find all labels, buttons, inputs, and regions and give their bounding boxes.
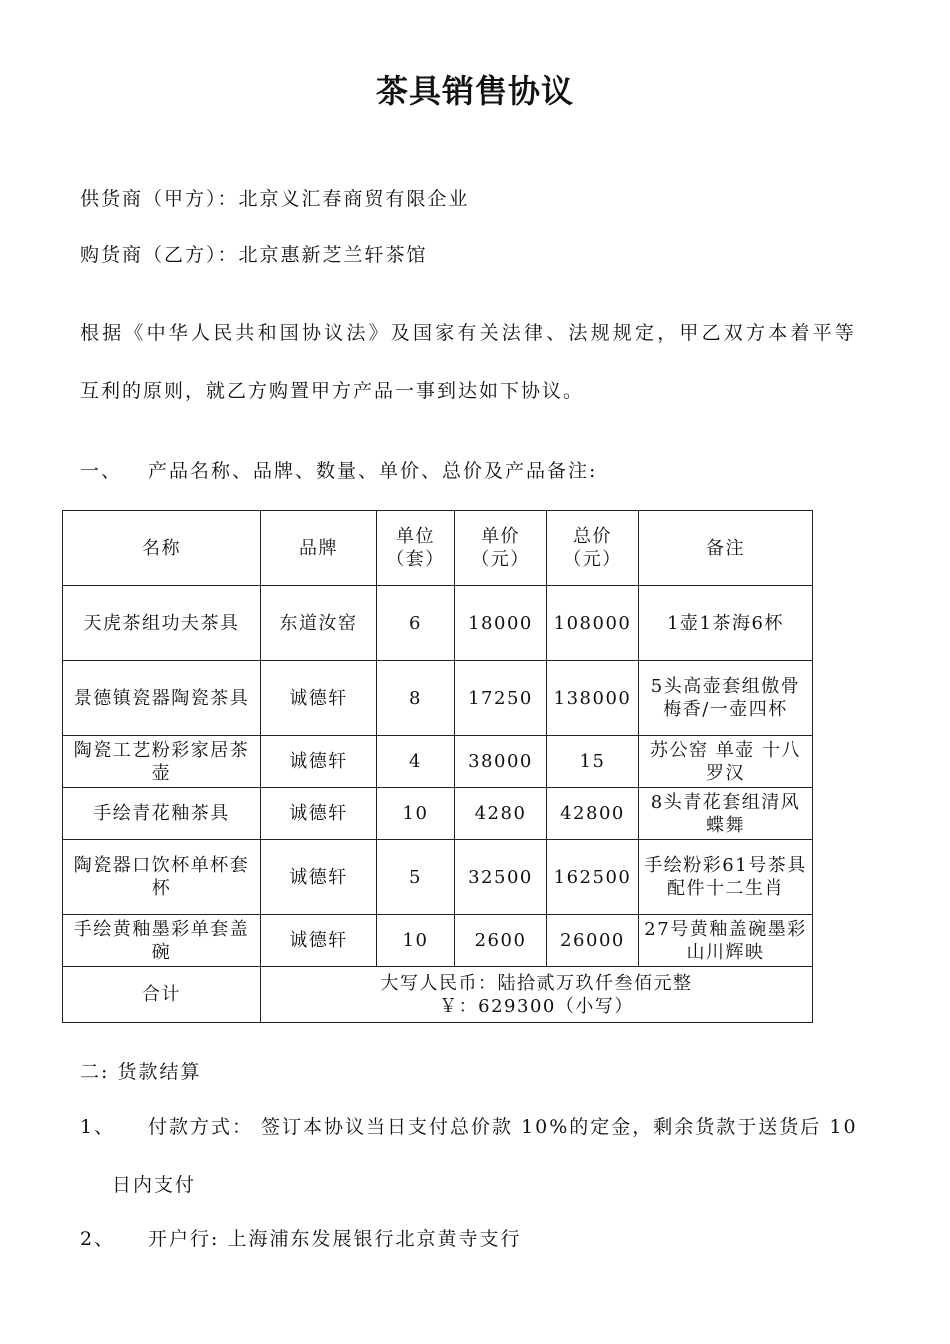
cell-brand: 诚德轩 <box>261 736 377 788</box>
section-1-number: 一、 <box>80 460 123 482</box>
cell-name: 手绘青花釉茶具 <box>63 788 261 840</box>
cell-remark: 1壶1茶海6杯 <box>639 586 813 661</box>
cell-qty: 10 <box>377 788 455 840</box>
bank-line <box>80 1224 521 1251</box>
table-row <box>63 915 813 967</box>
header-name: 名称 <box>63 511 261 586</box>
document-title: 茶具销售协议 <box>375 72 574 110</box>
cell-unit-price: 2600 <box>455 915 547 967</box>
header-brand: 品牌 <box>261 511 377 586</box>
bank-number: 2、 <box>80 1228 116 1250</box>
section-2-heading: 二: 货款结算 <box>80 1061 202 1083</box>
table-total-row <box>63 967 813 1023</box>
payment-method-line <box>80 1112 858 1139</box>
cell-total: 26000 <box>547 915 639 967</box>
product-table <box>62 510 813 1023</box>
cell-unit-price: 18000 <box>455 586 547 661</box>
table-row <box>63 840 813 915</box>
cell-remark: 手绘粉彩61号茶具配件十二生肖 <box>639 840 813 915</box>
cell-remark: 27号黄釉盖碗墨彩山川辉映 <box>639 915 813 967</box>
cell-total: 162500 <box>547 840 639 915</box>
cell-total: 15 <box>547 736 639 788</box>
cell-total: 108000 <box>547 586 639 661</box>
total-upper: 大写人民币：陆拾贰万玖仟叁佰元整 <box>380 972 693 994</box>
header-total-price: 总价（元） <box>547 511 639 586</box>
cell-brand: 东道汝窑 <box>261 586 377 661</box>
cell-remark: 8头青花套组清风蝶舞 <box>639 788 813 840</box>
cell-brand: 诚德轩 <box>261 915 377 967</box>
cell-name: 陶瓷工艺粉彩家居茶壶 <box>63 736 261 788</box>
cell-unit-price: 38000 <box>455 736 547 788</box>
cell-unit-price: 32500 <box>455 840 547 915</box>
bank-text: 开户行: 上海浦东发展银行北京黄寺支行 <box>148 1228 522 1250</box>
table-row <box>63 661 813 736</box>
header-unit-price: 单价（元） <box>455 511 547 586</box>
intro-paragraph-line-2: 互利的原则，就乙方购置甲方产品一事到达如下协议。 <box>80 380 585 402</box>
cell-qty: 6 <box>377 586 455 661</box>
supplier-line: 供货商（甲方）：北京义汇春商贸有限企业 <box>80 188 470 210</box>
cell-unit-price: 4280 <box>455 788 547 840</box>
cell-qty: 4 <box>377 736 455 788</box>
section-1-heading <box>80 456 597 483</box>
buyer-line: 购货商（乙方）：北京惠新芝兰轩茶馆 <box>80 244 428 266</box>
total-lower: ￥：629300（小写） <box>439 995 634 1017</box>
cell-qty: 8 <box>377 661 455 736</box>
cell-brand: 诚德轩 <box>261 788 377 840</box>
cell-name: 陶瓷器口饮杯单杯套杯 <box>63 840 261 915</box>
table-row <box>63 736 813 788</box>
header-unit: 单位（套） <box>377 511 455 586</box>
cell-qty: 5 <box>377 840 455 915</box>
table-header-row <box>63 511 813 586</box>
cell-total: 138000 <box>547 661 639 736</box>
total-label: 合计 <box>63 967 261 1023</box>
table-row <box>63 788 813 840</box>
cell-name: 手绘黄釉墨彩单套盖碗 <box>63 915 261 967</box>
cell-remark: 5头高壶套组傲骨梅香/一壶四杯 <box>639 661 813 736</box>
cell-name: 景德镇瓷器陶瓷茶具 <box>63 661 261 736</box>
cell-unit-price: 17250 <box>455 661 547 736</box>
total-amount <box>261 967 813 1023</box>
section-1-text: 产品名称、品牌、数量、单价、总价及产品备注: <box>148 460 598 482</box>
cell-remark: 苏公窑 单壶 十八罗汉 <box>639 736 813 788</box>
header-remark: 备注 <box>639 511 813 586</box>
cell-brand: 诚德轩 <box>261 661 377 736</box>
intro-paragraph-line-1: 根据《中华人民共和国协议法》及国家有关法律、法规规定，甲乙双方本着平等 <box>80 322 858 344</box>
table-row <box>63 586 813 661</box>
payment-number: 1、 <box>80 1116 116 1138</box>
cell-total: 42800 <box>547 788 639 840</box>
payment-text: 付款方式： 签订本协议当日支付总价款 10%的定金，剩余货款于送货后 10 <box>148 1116 858 1138</box>
cell-brand: 诚德轩 <box>261 840 377 915</box>
cell-name: 天虎茶组功夫茶具 <box>63 586 261 661</box>
payment-method-line-2: 日内支付 <box>112 1174 197 1196</box>
cell-qty: 10 <box>377 915 455 967</box>
